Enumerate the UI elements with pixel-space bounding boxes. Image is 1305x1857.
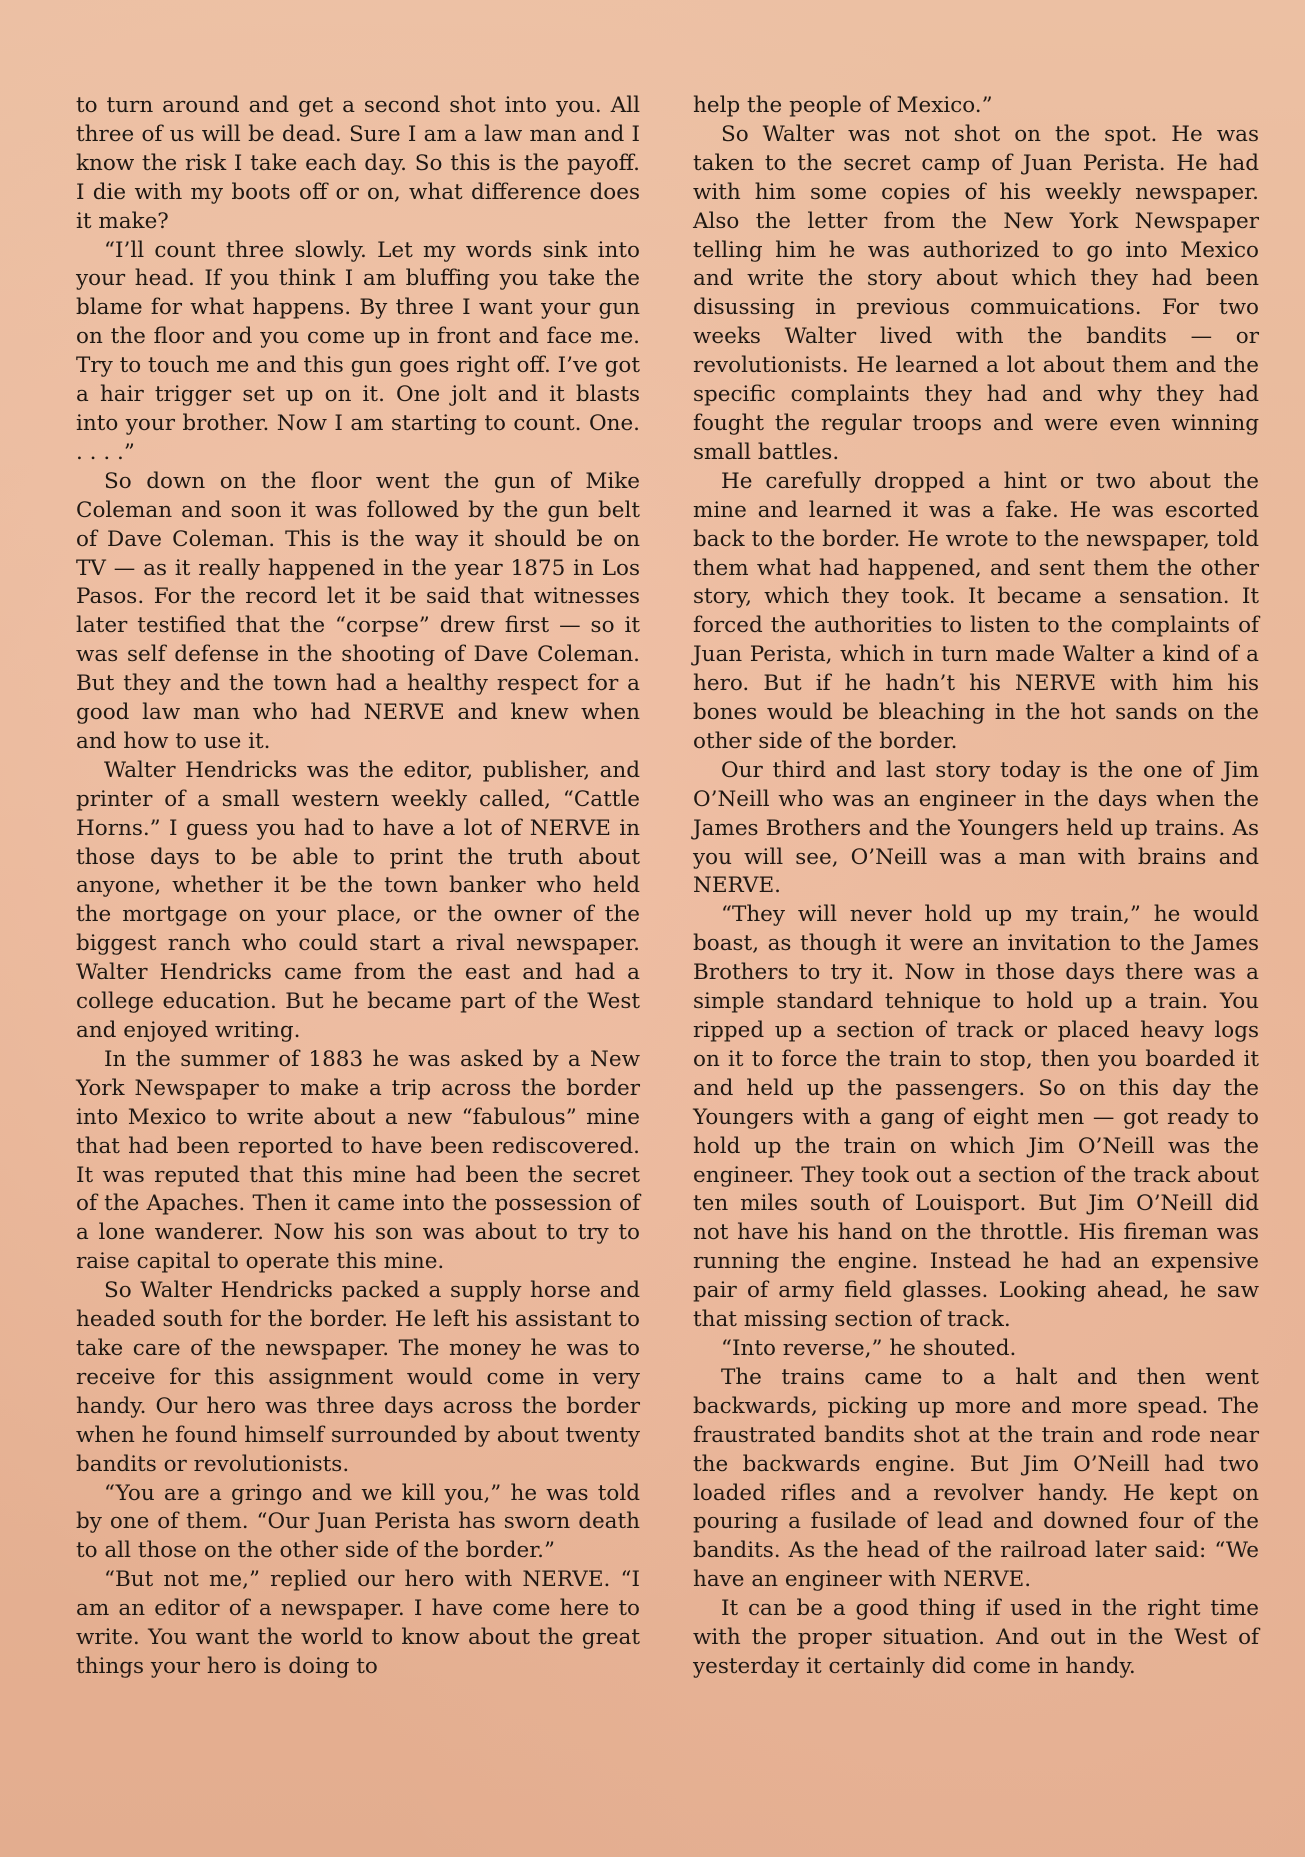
paragraph: “Into reverse,” he shouted.: [721, 1335, 1017, 1361]
paragraph: to turn around and get a second shot into you. All three of us will be dead. Sure I am a law man and I know the risk I take each day. So this is the payoff. I die with my boots off or on, what difference does it make?: [76, 93, 640, 234]
paragraph: The trains came to a halt and then went backwards, picking up more and more spead. The fraustrated bandits shot at the train and rode near the backwards engine. But Jim O’Neill had two loaded rifles and a revolver handy. He kept on pouring a fusilade of lead and downed four of the bandits. As the head of the railroad later said: “We have an engineer with NERVE.: [693, 1364, 1259, 1593]
paragraph: “I’ll count three slowly. Let my words sink into your head. If you think I am bluffing you take the blame for what happens. By three I want your gun on the floor and you come up in front and face me. Try to touch me and this gun goes right off. I’ve got a hair trigger set up on it. One jolt and it blasts into your brother. Now I am starting to count. One. . . . .”: [76, 237, 640, 465]
left-text-column: [76, 92, 640, 1682]
paragraph: So Walter Hendricks packed a supply horse and headed south for the border. He left his assistant to take care of the newspaper. The money he was to receive for this assignment would come in very handy. Our hero was three days across the border when he found himself surrounded by about twenty bandits or revolutionists.: [76, 1278, 640, 1477]
paragraph: So down on the floor went the gun of Mike Coleman and soon it was followed by the gun belt of Dave Coleman. This is the way it should be on TV — as it really happened in the year 1875 in Los Pasos. For the record let it be said that witnesses later testified that the “corpse” drew first — so it was self defense in the shooting of Dave Coleman. But they and the town had a healthy respect for a good law man who had NERVE and knew when and how to use it.: [76, 468, 640, 754]
paragraph: So Walter was not shot on the spot. He was taken to the secret camp of Juan Perista. He had with him some copies of his weekly newspaper. Also the letter from the New York Newspaper telling him he was authorized to go into Mexico and write the story about which they had been disussing in previous commuications. For two weeks Walter lived with the bandits — or revolutionists. He learned a lot about them and the specific complaints they had and why they had fought the regular troops and were even winning small battles.: [693, 121, 1259, 465]
paragraph: Walter Hendricks was the editor, publisher, and printer of a small western weekly called, “Cattle Horns.” I guess you had to have a lot of NERVE in those days to be able to print the truth about anyone, whether it be the town banker who held the mortgage on your place, or the owner of the biggest ranch who could start a rival newspaper. Walter Hendricks came from the east and had a college education. But he became part of the West and enjoyed writing.: [76, 757, 640, 1043]
paragraph: In the summer of 1883 he was asked by a New York Newspaper to make a trip across the border into Mexico to write about a new “fabulous” mine that had been reported to have been rediscovered. It was reputed that this mine had been the secret of the Apaches. Then it came into the possession of a lone wanderer. Now his son was about to try to raise capital to operate this mine.: [76, 1046, 640, 1275]
paragraph: help the people of Mexico.”: [693, 93, 993, 118]
right-text-column: [693, 92, 1259, 1682]
paragraph: “But not me,” replied our hero with NERVE. “I am an editor of a newspaper. I have come here to write. You want the world to know about the great things your hero is doing to: [76, 1567, 640, 1679]
paragraph: He carefully dropped a hint or two about the mine and learned it was a fake. He was escorted back to the border. He wrote to the newspaper, told them what had happened, and sent them the other story, which they took. It became a sensation. It forced the authorities to listen to the complaints of Juan Perista, which in turn made Walter a kind of a hero. But if he hadn’t his NERVE with him his bones would be bleaching in the hot sands on the other side of the border.: [693, 468, 1259, 754]
paragraph: Our third and last story today is the one of Jim O’Neill who was an engineer in the days when the James Brothers and the Youngers held up trains. As you will see, O’Neill was a man with brains and NERVE.: [693, 757, 1259, 899]
paragraph: It can be a good thing if used in the right time with the proper situation. And out in the West of yesterday it certainly did come in handy.: [693, 1596, 1259, 1679]
paragraph: “They will never hold up my train,” he would boast, as though it were an invitation to the James Brothers to try it. Now in those days there was a simple standard tehnique to hold up a train. You ripped up a section of track or placed heavy logs on it to force the train to stop, then you boarded it and held up the passengers. So on this day the Youngers with a gang of eight men — got ready to hold up the train on which Jim O’Neill was the engineer. They took out a section of the track about ten miles south of Louisport. But Jim O’Neill did not have his hand on the throttle. His fireman was running the engine. Instead he had an expensive pair of army field glasses. Looking ahead, he saw that missing section of track.: [693, 902, 1259, 1333]
paragraph: “You are a gringo and we kill you,” he was told by one of them. “Our Juan Perista has sworn death to all those on the other side of the border.”: [76, 1480, 640, 1564]
